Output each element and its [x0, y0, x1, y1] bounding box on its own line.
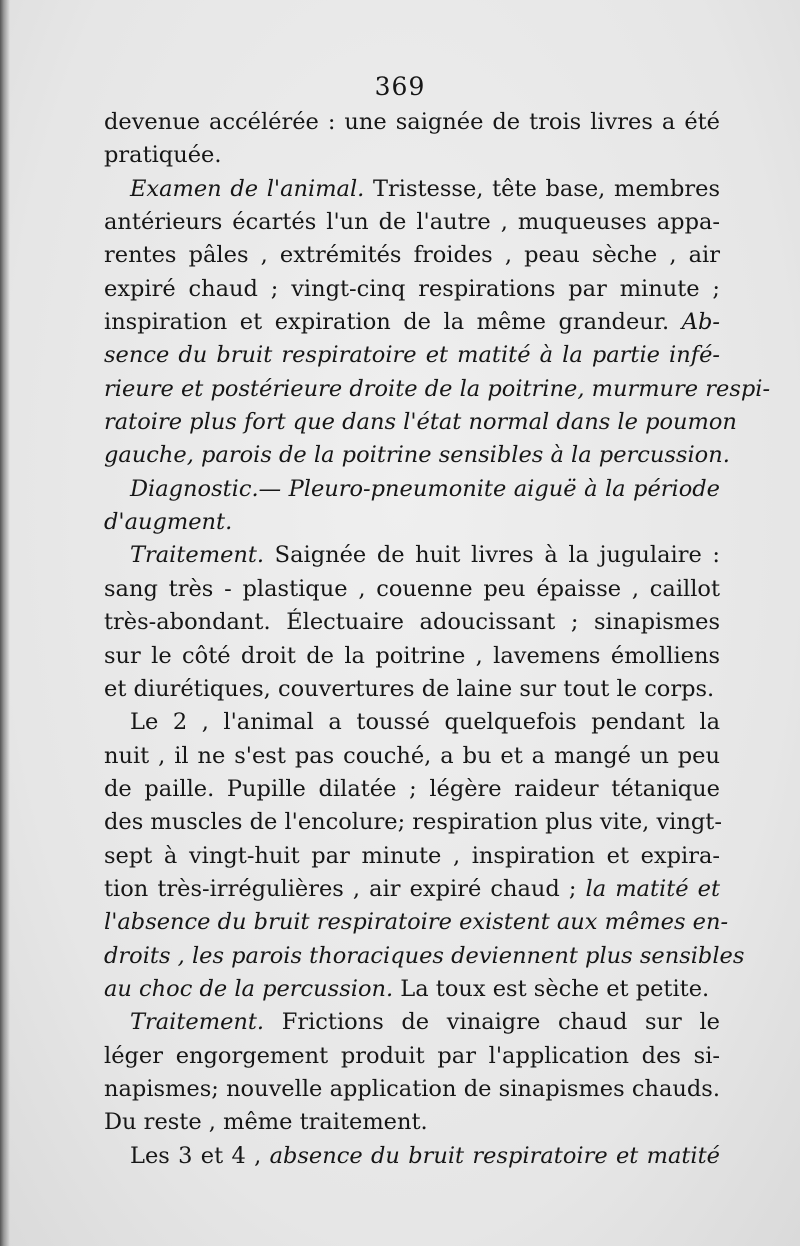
- roman-text: Du reste , même traitement.: [104, 1109, 428, 1136]
- roman-text: Le 2 , l'animal a toussé quelquefois pendant la: [130, 709, 720, 736]
- roman-text: Frictions de vinaigre chaud sur le: [264, 1009, 720, 1036]
- text-line: [104, 306, 720, 339]
- italic-text: la matité et: [585, 875, 720, 902]
- roman-text: sept à vingt-huit par minute , inspiration et expira-: [104, 842, 720, 869]
- text-line: [104, 773, 720, 806]
- text-line: [104, 873, 720, 906]
- text-line: [104, 373, 771, 406]
- text-line: [104, 273, 720, 306]
- roman-text: expiré chaud ; vingt-cinq respirations par minute ;: [104, 275, 720, 302]
- roman-text: La toux est sèche et petite.: [393, 975, 710, 1002]
- text-line: [104, 1106, 720, 1139]
- text-line: [104, 706, 720, 739]
- roman-text: sang très - plastique , couenne peu épaisse , caillot: [104, 575, 720, 602]
- text-line: [104, 173, 720, 206]
- roman-text: et diurétiques, couvertures de laine sur tout le corps.: [104, 675, 715, 702]
- roman-text: sur le côté droit de la poitrine , lavemens émolliens: [104, 642, 720, 669]
- roman-text: Tristesse, tête base, membres: [364, 175, 720, 202]
- italic-text: l'absence du bruit respiratoire existent aux mêmes en-: [104, 909, 729, 936]
- page-number: 369: [374, 72, 426, 101]
- italic-text: absence du bruit respiratoire et matité: [269, 1142, 720, 1169]
- text-line: [104, 906, 729, 939]
- text-line: [104, 840, 720, 873]
- italic-text: ratoire plus fort que dans l'état normal dans le poumon: [104, 409, 737, 436]
- body-text: [104, 106, 771, 1173]
- text-line: [104, 439, 730, 472]
- text-line: [104, 239, 720, 272]
- roman-text: napismes; nouvelle application de sinapismes chauds.: [104, 1075, 720, 1102]
- text-line: [104, 973, 720, 1006]
- roman-text: tion très-irrégulières , air expiré chaud ;: [104, 875, 586, 902]
- roman-text: inspiration et expiration de la même grandeur.: [104, 309, 682, 336]
- roman-text: nuit , il ne s'est pas couché, a bu et a mangé un peu: [104, 742, 720, 769]
- roman-text: léger engorgement produit par l'application des si-: [104, 1042, 720, 1069]
- text-line: [104, 606, 720, 639]
- text-line: [104, 1040, 720, 1073]
- text-line: [104, 640, 720, 673]
- italic-text: Ab-: [681, 309, 720, 336]
- italic-text: Traitement.: [130, 542, 265, 569]
- roman-text: Saignée de huit livres à la jugulaire :: [264, 542, 720, 569]
- text-line: [104, 740, 720, 773]
- italic-text: au choc de la percussion.: [104, 975, 394, 1002]
- roman-text: très-abondant. Électuaire adoucissant ; sinapismes: [104, 609, 720, 636]
- roman-text: rentes pâles , extrémités froides , peau sèche , air: [104, 242, 720, 269]
- text-line: [104, 106, 720, 139]
- text-line: [104, 139, 720, 172]
- text-line: [104, 539, 720, 572]
- text-line: [104, 806, 720, 839]
- text-line: [104, 206, 720, 239]
- text-line: [104, 406, 737, 439]
- text-line: [104, 1006, 720, 1039]
- text-line: [104, 940, 745, 973]
- roman-text: Les 3 et 4 ,: [130, 1142, 270, 1169]
- italic-text: rieure et postérieure droite de la poitrine, murmure respi-: [104, 375, 771, 402]
- text-line: [104, 339, 720, 372]
- roman-text: de paille. Pupille dilatée ; légère raideur tétanique: [104, 775, 720, 802]
- italic-text: d'augment.: [104, 509, 233, 536]
- text-line: [104, 473, 720, 506]
- italic-text: Traitement.: [130, 1009, 265, 1036]
- italic-text: gauche, parois de la poitrine sensibles à la percussion.: [104, 442, 730, 469]
- page-edge-shadow: [0, 0, 10, 1246]
- text-line: [104, 506, 720, 539]
- roman-text: devenue accélérée : une saignée de trois livres a été: [104, 109, 720, 135]
- text-line: [104, 673, 720, 706]
- text-line: [104, 1073, 720, 1106]
- italic-text: sence du bruit respiratoire et matité à la partie infé-: [104, 342, 720, 369]
- roman-text: des muscles de l'encolure; respiration plus vite, vingt-: [104, 809, 722, 836]
- italic-text: droits , les parois thoraciques deviennent plus sensibles: [104, 942, 745, 969]
- italic-text: Examen de l'animal.: [130, 175, 365, 202]
- roman-text: pratiquée.: [104, 142, 222, 169]
- roman-text: antérieurs écartés l'un de l'autre , muqueuses appa-: [104, 209, 720, 236]
- text-line: [104, 573, 720, 606]
- italic-text: Diagnostic.— Pleuro-pneumonite aiguë à la période: [130, 475, 720, 502]
- text-line: [104, 1140, 720, 1173]
